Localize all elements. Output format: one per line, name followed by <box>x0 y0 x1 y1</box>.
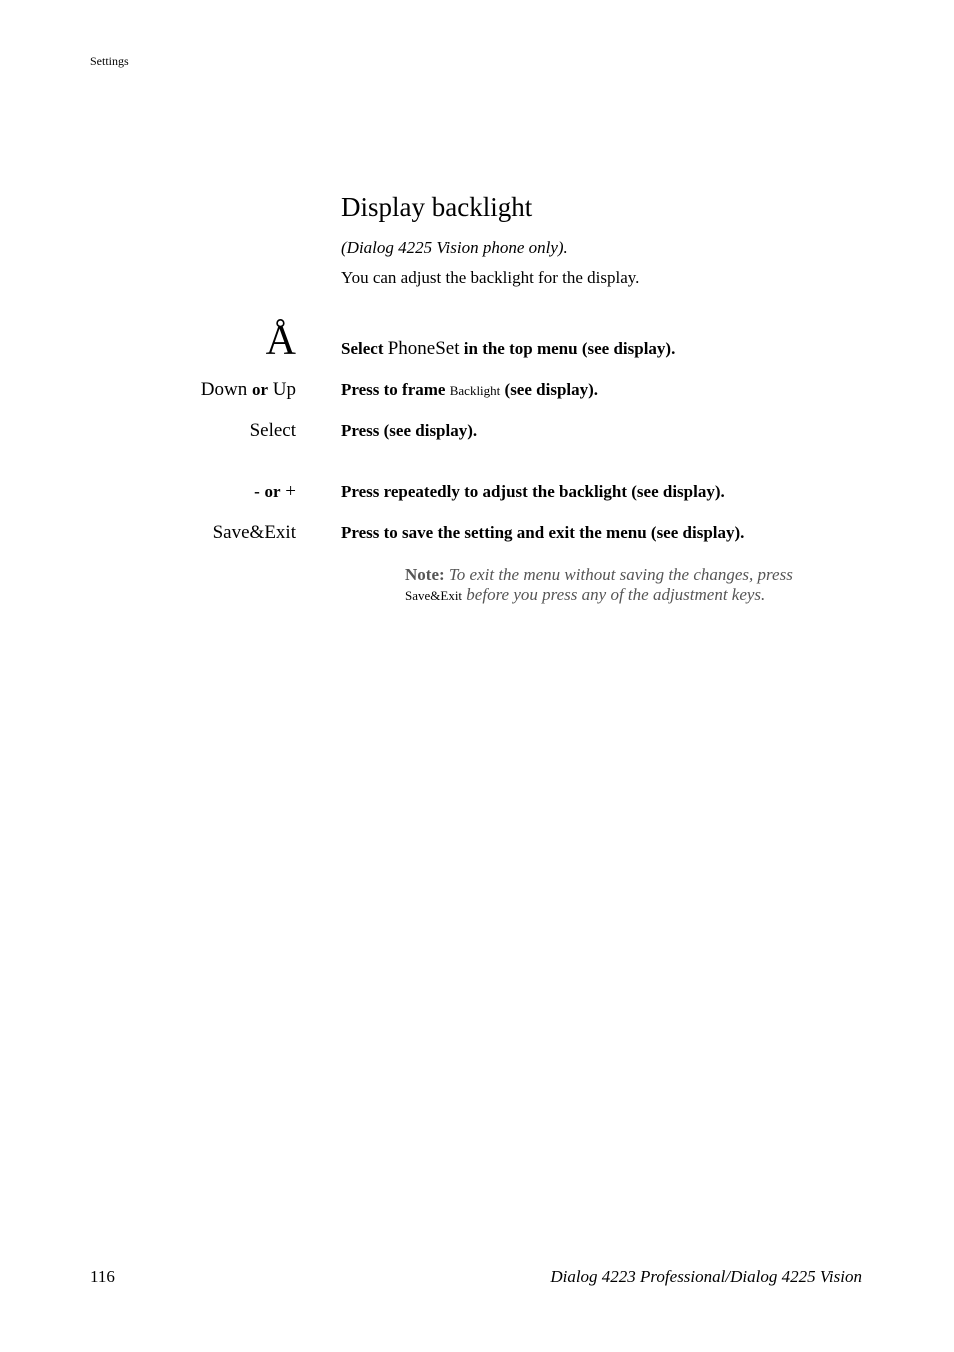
intro-text: You can adjust the backlight for the display. <box>341 268 640 287</box>
page-number: 116 <box>90 1267 115 1286</box>
running-header: Settings <box>90 54 129 68</box>
key-up-label: Up <box>272 379 296 400</box>
or-label: or <box>251 380 269 399</box>
key-minus-or-plus <box>254 481 296 503</box>
document-title: Dialog 4223 Professional/Dialog 4225 Vision <box>550 1267 862 1286</box>
step-press-select: Press (see display). <box>341 421 478 440</box>
step-adjust-backlight: Press repeatedly to adjust the backlight (see display). <box>341 482 725 501</box>
note-text: before you press any of the adjustment keys. <box>466 585 766 604</box>
menu-item-backlight: Backlight <box>449 383 501 398</box>
step-text: (see display). <box>504 380 599 399</box>
key-plus-label: + <box>285 481 296 502</box>
step-select-phoneset <box>341 338 675 360</box>
note-text: To exit the menu without saving the changes, press <box>448 565 793 584</box>
step-text: Select <box>341 339 384 358</box>
step-frame-backlight <box>341 380 598 400</box>
key-select-label: Select <box>249 420 296 441</box>
menu-item-phoneset: PhoneSet <box>387 338 460 359</box>
note-label: Note: <box>405 565 445 584</box>
note-key-save-exit: Save&Exit <box>405 588 463 603</box>
or-label: or <box>264 482 281 501</box>
key-down-or-up <box>201 379 296 401</box>
section-title: Display backlight <box>341 192 533 222</box>
key-minus-label: - <box>254 482 260 501</box>
step-text: in the top menu (see display). <box>463 339 676 358</box>
menu-key-symbol: Å <box>265 318 296 364</box>
key-down-label: Down <box>200 379 248 400</box>
step-save-exit: Press to save the setting and exit the menu (see display). <box>341 523 745 542</box>
key-save-exit-label: Save&Exit <box>212 522 296 543</box>
step-text: Press to frame <box>341 380 446 399</box>
section-subtitle: (Dialog 4225 Vision phone only). <box>341 238 568 257</box>
note-box <box>405 565 845 606</box>
